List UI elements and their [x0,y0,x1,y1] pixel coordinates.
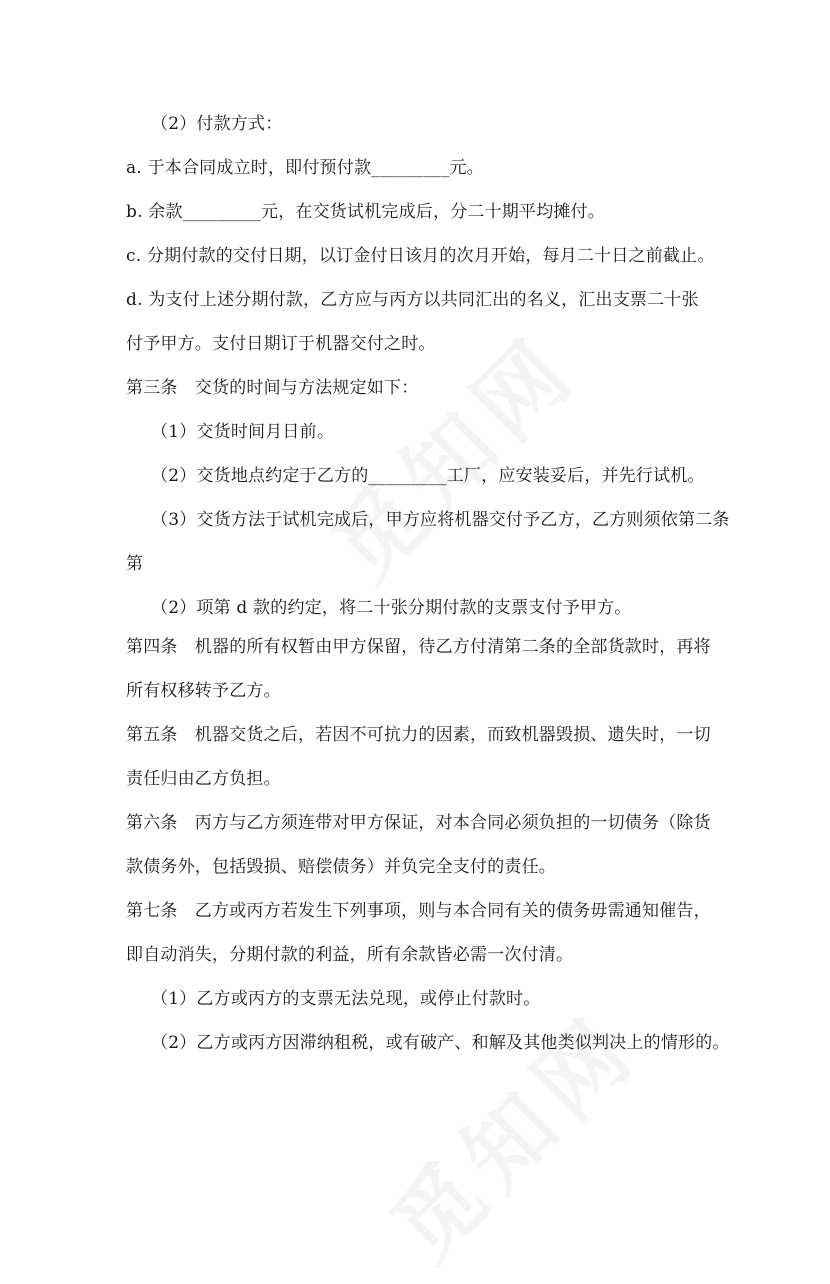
paragraph-line: （3）交货方法于试机完成后，甲方应将机器交付予乙方，乙方则须依第二条 [151,510,730,530]
paragraph-line: b. 余款_________元，在交货试机完成后，分二十期平均摊付。 [126,202,605,222]
paragraph-line: 款债务外，包括毁损、赔偿债务）并负完全支付的责任。 [126,857,556,877]
watermark [359,982,660,1283]
paragraph-line: 所有权移转予乙方。 [126,681,281,701]
paragraph-line: 付予甲方。支付日期订于机器交付之时。 [126,334,436,354]
paragraph-line: （2）项第 d 款的约定，将二十张分期付款的支票支付予甲方。 [151,598,632,618]
paragraph-line: 即自动消失，分期付款的利益，所有余款皆必需一次付清。 [126,945,574,965]
paragraph-line: （2）交货地点约定于乙方的_________工厂，应安装妥后，并先行试机。 [151,466,705,486]
paragraph-line: d. 为支付上述分期付款，乙方应与丙方以共同汇出的名义，汇出支票二十张 [126,290,699,310]
paragraph-line: a. 于本合同成立时，即付预付款_________元。 [126,158,484,178]
paragraph-line: （1）交货时间月日前。 [151,422,335,442]
paragraph-line: （1）乙方或丙方的支票无法兑现，或停止付款时。 [151,989,541,1009]
payment-method-heading: （2）付款方式： [151,114,283,134]
paragraph-line: c. 分期付款的交付日期，以订金付日该月的次月开始，每月二十日之前截止。 [126,246,715,266]
paragraph-line: （2）乙方或丙方因滞纳租税，或有破产、和解及其他类似判决上的情形的。 [151,1033,730,1053]
article-7: 第七条 乙方或丙方若发生下列事项，则与本合同有关的债务毋需通知催告， [126,901,711,921]
article-5: 第五条 机器交货之后，若因不可抗力的因素，而致机器毁损、遗失时，一切 [126,725,711,745]
paragraph-line: 第 [126,554,144,574]
article-3-heading: 第三条 交货的时间与方法规定如下： [126,378,419,398]
paragraph-line: 责任归由乙方负担。 [126,769,281,789]
article-4: 第四条 机器的所有权暂由甲方保留，待乙方付清第二条的全部货款时，再将 [126,637,711,657]
article-6: 第六条 丙方与乙方须连带对甲方保证，对本合同必须负担的一切债务（除货 [126,813,711,833]
